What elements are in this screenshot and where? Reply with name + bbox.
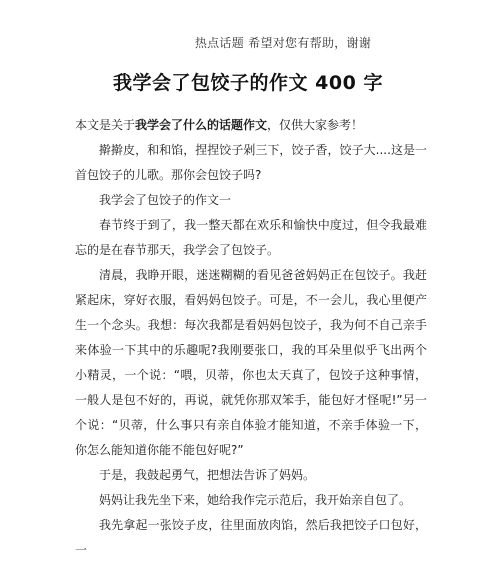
intro-suffix: ，仅供大家参考！ xyxy=(267,118,364,132)
paragraph-demo: 妈妈让我先坐下来，她给我作完示范后，我开始亲自包了。 xyxy=(99,493,412,507)
paragraph-courage: 于是，我鼓起勇气，把想法告诉了妈妈。 xyxy=(99,468,316,482)
paragraph-wrapping: 我先拿起一张饺子皮，往里面放肉馅，然后我把饺子口包好，一 xyxy=(75,518,427,557)
article-body xyxy=(75,113,427,561)
page-title: 我学会了包饺子的作文 400 字 xyxy=(113,72,383,94)
intro-prefix: 本文是关于 xyxy=(75,118,136,132)
paragraph-song: 擀擀皮，和和馅，捏捏饺子剁三下，饺子香，饺子大....这是一首包饺子的儿歌。那你会包饺子吗? xyxy=(75,143,427,182)
paragraph-morning: 清晨，我睁开眼，迷迷糊糊的看见爸爸妈妈正在包饺子。我赶紧起床，穿好衣服，看妈妈包饺子。可是，不一会儿，我心里便产生一个念头。我想：每次我都是看妈妈包饺子，我为何不自己亲手来体验一下其中的乐趣呢?我刚要张口，我的耳朵里似乎飞出两个小精灵，一个说：“喂，贝蒂，你也太天真了，包饺子这种事情，一般人是包不好的，再说，就凭你那双笨手，能包好才怪呢!”另一个说：“贝蒂，什么事只有亲自体验才能知道，不亲手体验一下，你怎么能知道你能不能包好呢?” xyxy=(75,268,427,457)
intro-paragraph xyxy=(75,113,427,138)
page-header: 热点话题 希望对您有帮助，谢谢 xyxy=(194,36,372,50)
intro-topic: 我学会了什么的话题作文 xyxy=(135,118,268,132)
paragraph-subtitle: 我学会了包饺子的作文一 xyxy=(99,193,232,207)
paragraph-spring-festival: 春节终于到了，我一整天都在欢乐和愉快中度过，但令我最难忘的是在春节那天，我学会了包饺子。 xyxy=(75,218,427,257)
